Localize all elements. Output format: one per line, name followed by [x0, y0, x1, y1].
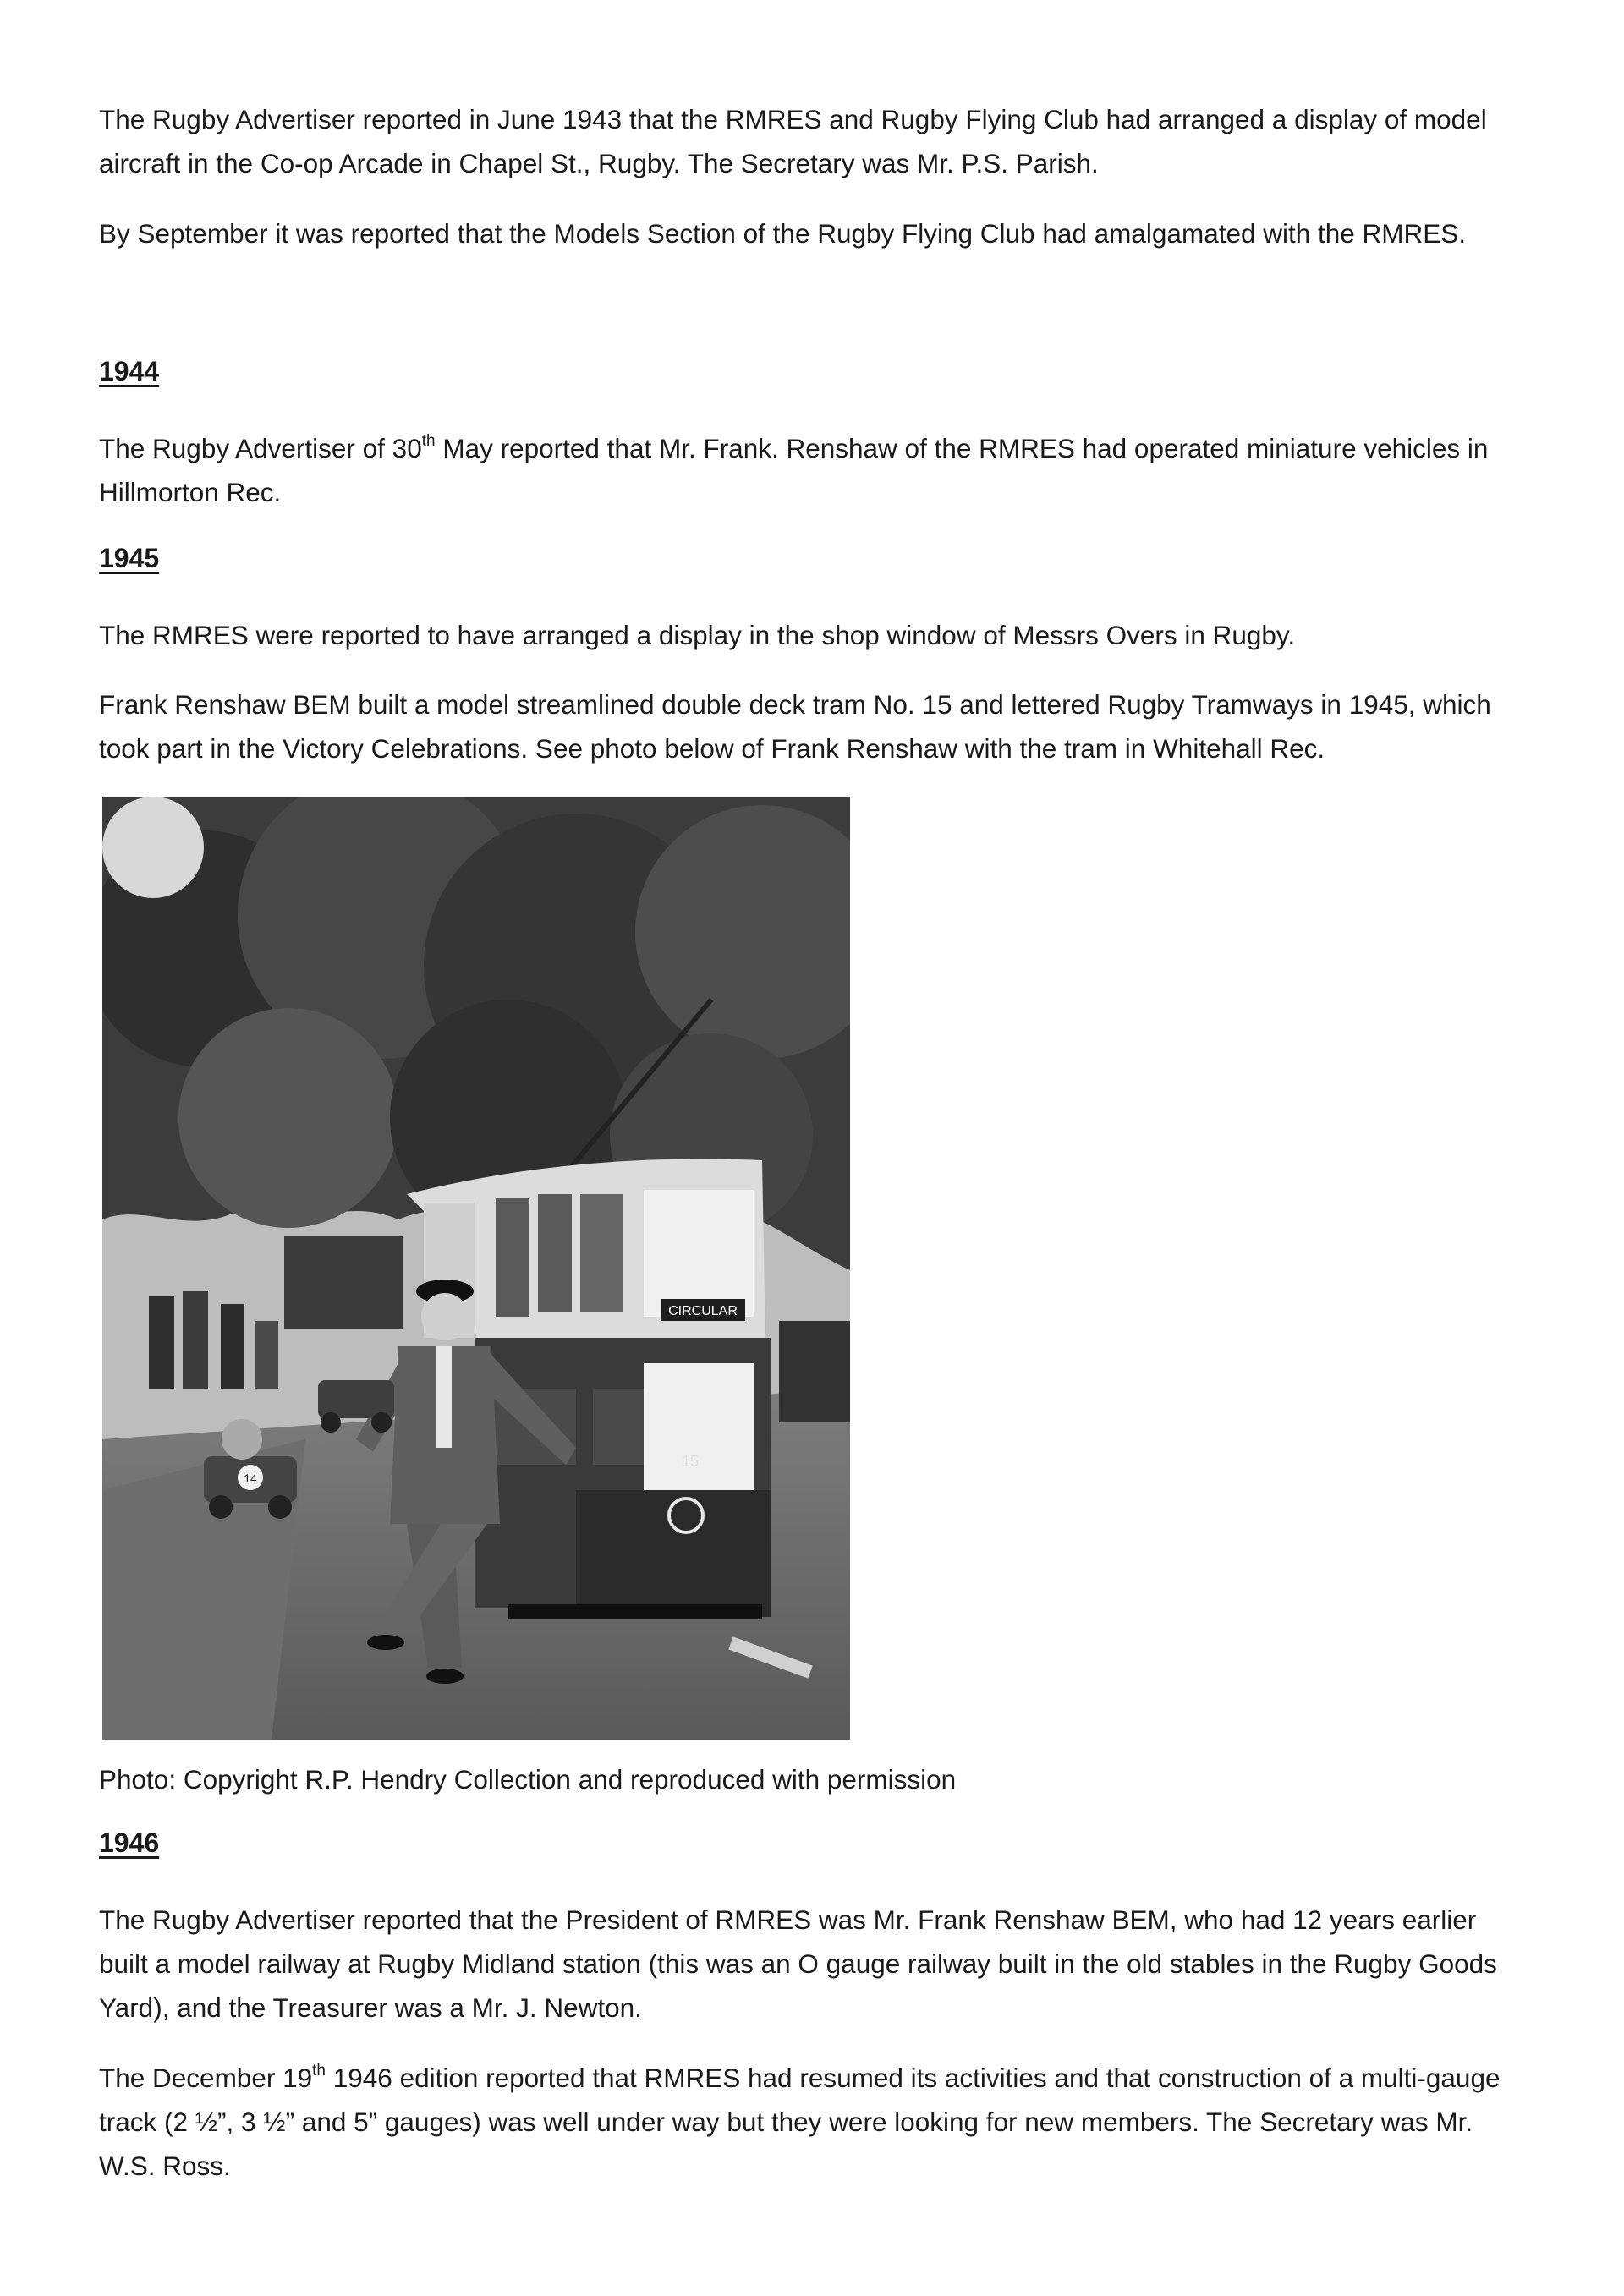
tram-number-label: 15: [681, 1453, 700, 1470]
paragraph-1943-amalgamation: By September it was reported that the Models Section of the Rugby Flying Club had amalgamated with the RMRES.: [99, 218, 1467, 249]
photo-caption: Photo: Copyright R.P. Hendry Collection and reproduced with permission: [99, 1764, 957, 1795]
heading-1944: 1944: [99, 356, 160, 386]
paragraph-1943-display: The Rugby Advertiser reported in June 1943 that the RMRES and Rugby Flying Club had arranged a display of model aircraft in the Co-op Arcade in Chapel St., Rugby. The Secretary was Mr. P.S. Parish.: [99, 104, 1487, 178]
kart-number-label: 14: [244, 1471, 257, 1485]
tram-destination-label: CIRCULAR: [668, 1304, 738, 1318]
heading-1945: 1945: [99, 543, 160, 573]
paragraph-1945-tram: Frank Renshaw BEM built a model streamlined double deck tram No. 15 and lettered Rugby Tramways in 1945, which took part in the Victory Celebrations. See photo below of Frank Renshaw with the tram in Whitehall Rec.: [99, 689, 1491, 764]
paragraph-1946-december: The December 19th 1946 edition reported that RMRES had resumed its activities and that construction of a multi-gauge track (2 ½”, 3 ½” and 5” gauges) was well under way but they were looking for new members. The Secretary was Mr. W.S. Ross.: [99, 2062, 1501, 2181]
paragraph-1945-display: The RMRES were reported to have arranged a display in the shop window of Messrs Overs in Rugby.: [99, 620, 1296, 650]
heading-1946: 1946: [99, 1827, 160, 1858]
paragraph-1944: The Rugby Advertiser of 30th May reported that Mr. Frank. Renshaw of the RMRES had operated miniature vehicles in Hillmorton Rec.: [99, 432, 1489, 507]
tram-photograph: [102, 797, 850, 1740]
paragraph-1946-president: The Rugby Advertiser reported that the President of RMRES was Mr. Frank Renshaw BEM, who had 12 years earlier built a model railway at Rugby Midland station (this was an O gauge railway built in the old stables in the Rugby Goods Yard), and the Treasurer was a Mr. J. Newton.: [99, 1904, 1497, 2023]
